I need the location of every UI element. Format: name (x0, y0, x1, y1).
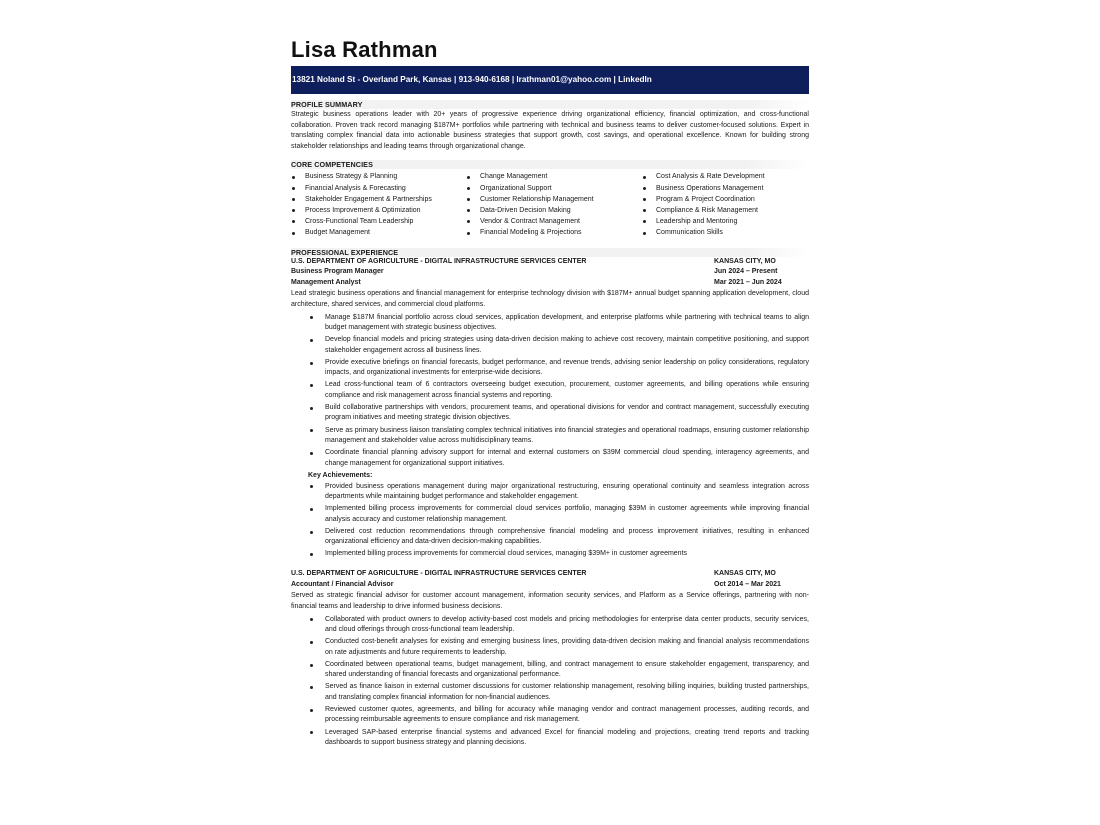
competency-item: Compliance & Risk Management (642, 205, 809, 216)
competency-item: Cost Analysis & Rate Development (642, 171, 809, 182)
job-title-row (291, 580, 809, 591)
job-title-row (291, 278, 809, 289)
competency-item: Cross-Functional Team Leadership (291, 216, 466, 227)
competency-item: Leadership and Mentoring (642, 216, 809, 227)
profile-summary-text: Strategic business operations leader with 20+ years of progressive experience driving organizational efficiency, financial optimization, and cross-functional collaboration. Proven track record managing $187M+ portfolios while partnering with technical and business teams to deliver customer-focused solutions. Expert in translating complex financial data into actionable business strategies that support growth, cost savings, and operational excellence. Known for building strong stakeholder relationships and leading teams through organizational change. (291, 111, 809, 150)
job-header-row (291, 569, 809, 580)
job-location: KANSAS CITY, MO (714, 257, 776, 265)
candidate-name: Lisa Rathman (291, 37, 438, 62)
job-bullet: Lead cross-functional team of 6 contractors overseeing budget execution, procurement, customer agreements, and billing operations while ensuring compliance and risk management across financial systems and reporting. (325, 380, 809, 401)
competency-item: Stakeholder Engagement & Partnerships (291, 194, 466, 205)
job-title: Business Program Manager (291, 268, 384, 276)
job-bullet: Serve as primary business liaison translating complex technical initiatives into financial strategies and operational roadmaps, ensuring customer relationship management and stakeholder value across multidisciplinary teams. (325, 426, 809, 447)
job-bullet: Reviewed customer quotes, agreements, and billing for accuracy while managing vendor and contract management processes, auditing records, and processing reimbursable agreements to ensure compliance and risk management. (325, 705, 809, 726)
job-dates: Oct 2014 – Mar 2021 (714, 581, 781, 589)
competency-item: Data-Driven Decision Making (466, 205, 642, 216)
job-entry-1 (291, 257, 809, 560)
achievement-bullet: Implemented billing process improvements for commercial cloud services portfolio, managing $39M in customer agreements while improving financial analysis accuracy and customer relationship management. (325, 504, 809, 525)
competency-item: Financial Modeling & Projections (466, 227, 642, 238)
job-dates: Mar 2021 – Jun 2024 (714, 279, 782, 287)
job-bullet: Build collaborative partnerships with vendors, procurement teams, and operational divisions for vendor and contract management, successfully executing program initiatives and meeting strategic division objectives. (325, 403, 809, 424)
job-entry-2 (291, 569, 809, 748)
competency-item: Change Management (466, 171, 642, 182)
competency-item: Business Strategy & Planning (291, 171, 466, 182)
job-dates: Jun 2024 – Present (714, 268, 778, 276)
section-heading-profile: PROFILE SUMMARY (291, 100, 809, 109)
job-location: KANSAS CITY, MO (714, 570, 776, 578)
competency-item: Budget Management (291, 227, 466, 238)
job-bullet: Leveraged SAP-based enterprise financial systems and advanced Excel for financial modeling and projections, creating trend reports and tracking dashboards to support business strategy and planning decisions. (325, 728, 809, 749)
achievement-bullet: Implemented billing process improvements for commercial cloud services, managing $39M+ in customer agreements (325, 549, 809, 560)
resume-page (291, 36, 809, 750)
employer-name: U.S. DEPARTMENT OF AGRICULTURE - DIGITAL INFRASTRUCTURE SERVICES CENTER (291, 570, 587, 578)
achievement-bullet: Provided business operations management during major organizational restructuring, ensuring operational continuity and seamless integration across departments while maintaining budget performance and stakeholder engagement. (325, 482, 809, 503)
competency-item: Business Operations Management (642, 183, 809, 194)
contact-bar: 13821 Noland St - Overland Park, Kansas | 913-940-6168 | lrathman01@yahoo.com | LinkedIn (291, 66, 809, 94)
job-bullet-list (291, 313, 809, 470)
competency-item: Financial Analysis & Forecasting (291, 183, 466, 194)
competencies-grid (291, 171, 809, 238)
job-bullet: Coordinated between operational teams, budget management, billing, and contract management to ensure stakeholder engagement, transparency, and shared understanding of financial forecasts and organizational performance. (325, 660, 809, 681)
competency-item: Program & Project Coordination (642, 194, 809, 205)
job-title-row (291, 267, 809, 278)
job-bullet: Collaborated with product owners to develop activity-based cost models and pricing methodologies for enterprise data center products, security services, and cloud offerings through cross-functional team leadership. (325, 615, 809, 636)
job-title: Accountant / Financial Advisor (291, 581, 394, 589)
job-bullet: Conducted cost-benefit analyses for existing and emerging business lines, providing data-driven decision making and financial analysis recommendations on rate adjustments and future requirements to leadership. (325, 637, 809, 658)
employer-name: U.S. DEPARTMENT OF AGRICULTURE - DIGITAL INFRASTRUCTURE SERVICES CENTER (291, 257, 587, 265)
job-bullet: Served as finance liaison in external customer discussions for customer relationship management, resolving billing inquiries, building trusted partnerships, and translating complex financial information for non-financial audiences. (325, 682, 809, 703)
section-heading-competencies: CORE COMPETENCIES (291, 160, 809, 169)
competency-item: Process Improvement & Optimization (291, 205, 466, 216)
job-title: Management Analyst (291, 279, 361, 287)
competency-item: Vendor & Contract Management (466, 216, 642, 227)
achievement-bullet: Delivered cost reduction recommendations through comprehensive financial modeling and process improvement initiatives, resulting in enhanced organizational efficiency and data-driven decision-making capabilities. (325, 527, 809, 548)
job-description: Lead strategic business operations and financial management for enterprise technology division with $187M+ annual budget spanning application development, cloud architecture, shared services, and commercial cloud platforms. (291, 289, 809, 308)
competency-column (291, 171, 466, 238)
competency-item: Communication Skills (642, 227, 809, 238)
job-bullet: Provide executive briefings on financial forecasts, budget performance, and revenue trends, advising senior leadership on policy considerations, regulatory impacts, and organizational investments for enterprise-wide decisions. (325, 358, 809, 379)
competency-item: Organizational Support (466, 183, 642, 194)
section-heading-experience: PROFESSIONAL EXPERIENCE (291, 248, 809, 257)
competency-column (642, 171, 809, 238)
job-header-row (291, 257, 809, 268)
job-bullet-list (291, 615, 809, 749)
competency-item: Customer Relationship Management (466, 194, 642, 205)
job-bullet: Coordinate financial planning advisory support for internal and external customers on $39M commercial cloud spending, interagency agreements, and change management for organizational support initiatives. (325, 448, 809, 469)
achievements-heading: Key Achievements: (308, 471, 373, 479)
job-bullet: Develop financial models and pricing strategies using data-driven decision making to achieve cost recovery, maintain competitive positioning, and support stakeholder engagement across all business lines. (325, 335, 809, 356)
achievements-list (291, 482, 809, 560)
job-description: Served as strategic financial advisor for customer account management, information security services, and Platform as a Service offerings, partnering with non-financial teams and leadership to drive informed business decisions. (291, 592, 809, 610)
competency-column (466, 171, 642, 238)
job-bullet: Manage $187M financial portfolio across cloud services, application development, and enterprise platforms while partnering with technical teams to align budget management with strategic business objectives. (325, 313, 809, 334)
